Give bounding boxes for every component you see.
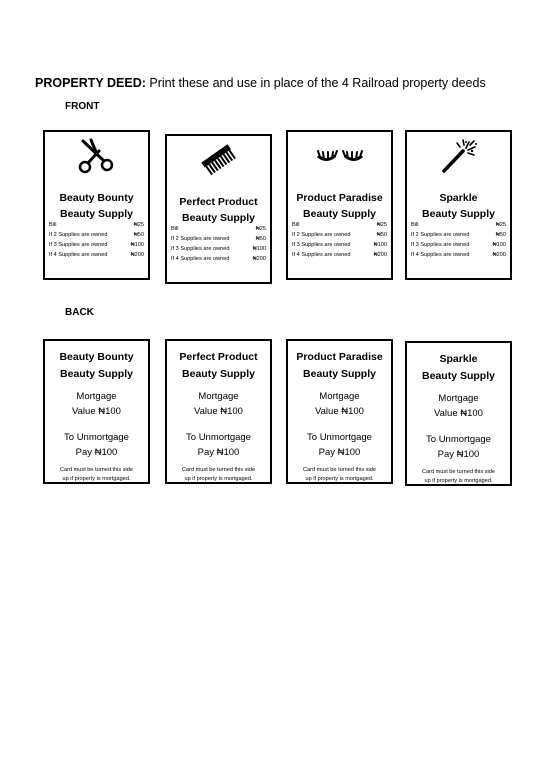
mortgage-value: Value ₦100: [194, 406, 243, 417]
unmortgage-price: Pay ₦100: [318, 447, 361, 458]
title-label: PROPERTY DEED:: [35, 76, 146, 90]
card-name-line2: Beauty Supply: [60, 368, 133, 380]
mortgage-note-line2: up if property is mortgaged.: [424, 478, 493, 484]
unmortgage-label: To Unmortgage: [307, 432, 372, 443]
rent-amount: ₦50: [495, 232, 506, 238]
rent-label: If 4 Supplies are owned: [292, 252, 351, 258]
back-section-label: BACK: [65, 307, 94, 318]
card-name-line1: Sparkle: [439, 192, 478, 204]
card-name-line2: Beauty Supply: [182, 368, 255, 380]
back-card-product-paradise: [286, 339, 393, 484]
rent-amount: ₦25: [376, 222, 387, 228]
front-card-perfect-product: [165, 134, 272, 284]
card-name-line2: Beauty Supply: [60, 208, 133, 220]
card-name-line1: Beauty Bounty: [59, 192, 134, 204]
eyelashes-icon: [288, 138, 391, 174]
unmortgage-price: Pay ₦100: [75, 447, 118, 458]
rent-table: [292, 220, 387, 260]
back-card-sparkle: [405, 341, 512, 486]
rent-label: If 2 Supplies are owned: [292, 232, 351, 238]
mortgage-note-line2: up if property is mortgaged.: [62, 476, 131, 482]
rent-label: If 2 Supplies are owned: [49, 232, 108, 238]
rent-label: If 3 Supplies are owned: [171, 246, 230, 252]
unmortgage-price: Pay ₦100: [197, 447, 240, 458]
rent-label: If 3 Supplies are owned: [292, 242, 351, 248]
back-card-beauty-bounty: [43, 339, 150, 484]
front-card-beauty-bounty: [43, 130, 150, 280]
rent-label: Bill: [49, 222, 57, 228]
rent-label: Bill: [171, 226, 179, 232]
card-name-line1: Perfect Product: [179, 196, 258, 208]
card-name-line1: Sparkle: [439, 353, 478, 365]
back-card-perfect-product: [165, 339, 272, 484]
rent-amount: ₦25: [133, 222, 144, 228]
card-name-line2: Beauty Supply: [303, 368, 376, 380]
card-name-line2: Beauty Supply: [422, 370, 495, 382]
rent-amount: ₦100: [130, 242, 144, 248]
front-card-sparkle: [405, 130, 512, 280]
rent-amount: ₦200: [252, 256, 266, 262]
mortgage-label: Mortgage: [319, 391, 360, 402]
card-name-line1: Perfect Product: [179, 351, 258, 363]
rent-amount: ₦100: [492, 242, 506, 248]
card-name-line1: Product Paradise: [296, 351, 383, 363]
mortgage-note-line1: Card must be turned this side: [421, 469, 496, 475]
rent-table: [411, 220, 506, 260]
rent-amount: ₦50: [133, 232, 144, 238]
rent-label: Bill: [411, 222, 419, 228]
rent-amount: ₦50: [255, 236, 266, 242]
rent-label: If 4 Supplies are owned: [49, 252, 108, 258]
card-name-line2: Beauty Supply: [422, 208, 495, 220]
rent-label: If 4 Supplies are owned: [411, 252, 470, 258]
rent-table: [49, 220, 144, 260]
card-name-line2: Beauty Supply: [182, 212, 255, 224]
rent-label: If 2 Supplies are owned: [411, 232, 470, 238]
mortgage-value: Value ₦100: [434, 408, 483, 419]
rent-amount: ₦200: [130, 252, 144, 258]
page-title: [35, 76, 486, 90]
rent-amount: ₦25: [255, 226, 266, 232]
rent-amount: ₦200: [373, 252, 387, 258]
rent-label: Bill: [292, 222, 300, 228]
mortgage-note-line1: Card must be turned this side: [181, 467, 256, 473]
mortgage-value: Value ₦100: [315, 406, 364, 417]
rent-amount: ₦25: [495, 222, 506, 228]
unmortgage-label: To Unmortgage: [64, 432, 129, 443]
mortgage-label: Mortgage: [76, 391, 117, 402]
rent-label: If 4 Supplies are owned: [171, 256, 230, 262]
magic-wand-icon: [407, 138, 510, 174]
mortgage-note-line1: Card must be turned this side: [59, 467, 134, 473]
rent-label: If 2 Supplies are owned: [171, 236, 230, 242]
rent-label: If 3 Supplies are owned: [49, 242, 108, 248]
title-text: Print these and use in place of the 4 Railroad property deeds: [145, 76, 486, 90]
card-name-line1: Beauty Bounty: [59, 351, 134, 363]
mortgage-label: Mortgage: [438, 393, 479, 404]
rent-label: If 3 Supplies are owned: [411, 242, 470, 248]
card-name-line1: Product Paradise: [296, 192, 383, 204]
rent-amount: ₦100: [252, 246, 266, 252]
mortgage-label: Mortgage: [198, 391, 239, 402]
rent-amount: ₦200: [492, 252, 506, 258]
card-name-line2: Beauty Supply: [303, 208, 376, 220]
front-card-product-paradise: [286, 130, 393, 280]
unmortgage-price: Pay ₦100: [437, 449, 480, 460]
mortgage-note-line1: Card must be turned this side: [302, 467, 377, 473]
unmortgage-label: To Unmortgage: [426, 434, 491, 445]
mortgage-value: Value ₦100: [72, 406, 121, 417]
front-section-label: FRONT: [65, 101, 100, 112]
unmortgage-label: To Unmortgage: [186, 432, 251, 443]
rent-amount: ₦50: [376, 232, 387, 238]
rent-table: [171, 224, 266, 264]
comb-icon: [167, 142, 270, 178]
mortgage-note-line2: up if property is mortgaged.: [305, 476, 374, 482]
rent-amount: ₦100: [373, 242, 387, 248]
mortgage-note-line2: up if property is mortgaged.: [184, 476, 253, 482]
scissors-icon: [45, 138, 148, 174]
